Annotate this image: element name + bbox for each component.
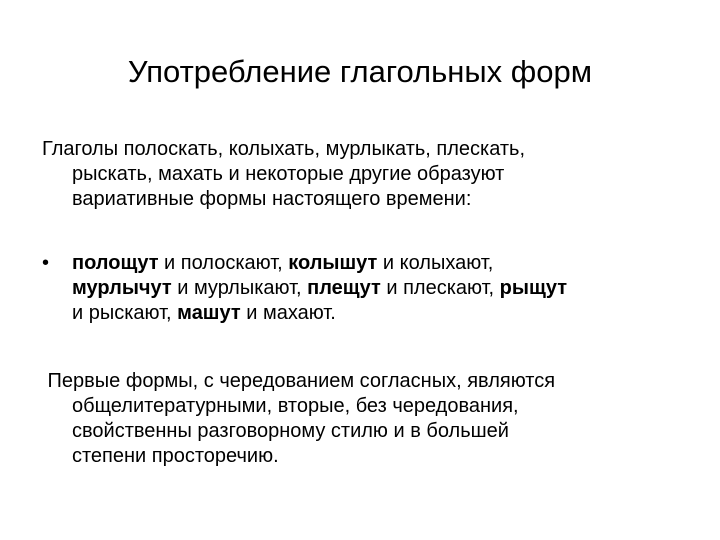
text: и махают.	[240, 302, 336, 324]
text: и плескают,	[380, 277, 500, 299]
slide-title: Употребление глагольных форм	[127, 54, 593, 89]
bullet-icon: •	[42, 252, 50, 274]
conclusion-line-2: общелитературными, вторые, без чередования,	[72, 395, 519, 417]
form-murlychut: мурлычут	[72, 277, 172, 299]
form-kolyshut: колышут	[288, 252, 378, 274]
intro-paragraph	[42, 137, 682, 212]
conclusion-line-4: степени просторечию.	[72, 445, 279, 467]
text: и полоскают,	[158, 252, 289, 274]
conclusion-paragraph	[42, 369, 682, 469]
form-ryshchut: рыщут	[499, 277, 567, 299]
conclusion-line-1: Первые формы, с чередованием согласных, являются	[42, 370, 556, 392]
bullet-line-2	[72, 276, 682, 301]
examples-bullet	[42, 251, 682, 326]
intro-line-1: Глаголы полоскать, колыхать, мурлыкать, плескать,	[42, 138, 526, 160]
bullet-item	[42, 251, 682, 326]
form-pleshchut: плещут	[307, 277, 381, 299]
text: и рыскают,	[72, 302, 178, 324]
form-polosсhut: полощут	[72, 252, 159, 274]
bullet-line-3	[72, 301, 682, 326]
form-mashut: машут	[177, 302, 241, 324]
intro-line-3: вариативные формы настоящего времени:	[72, 188, 472, 210]
text: и мурлыкают,	[171, 277, 308, 299]
bullet-line-1	[72, 251, 682, 276]
text: и колыхают,	[377, 252, 494, 274]
intro-line-2: рыскать, махать и некоторые другие образуют	[72, 163, 505, 185]
conclusion-line-3: свойственны разговорному стилю и в большей	[72, 420, 509, 442]
